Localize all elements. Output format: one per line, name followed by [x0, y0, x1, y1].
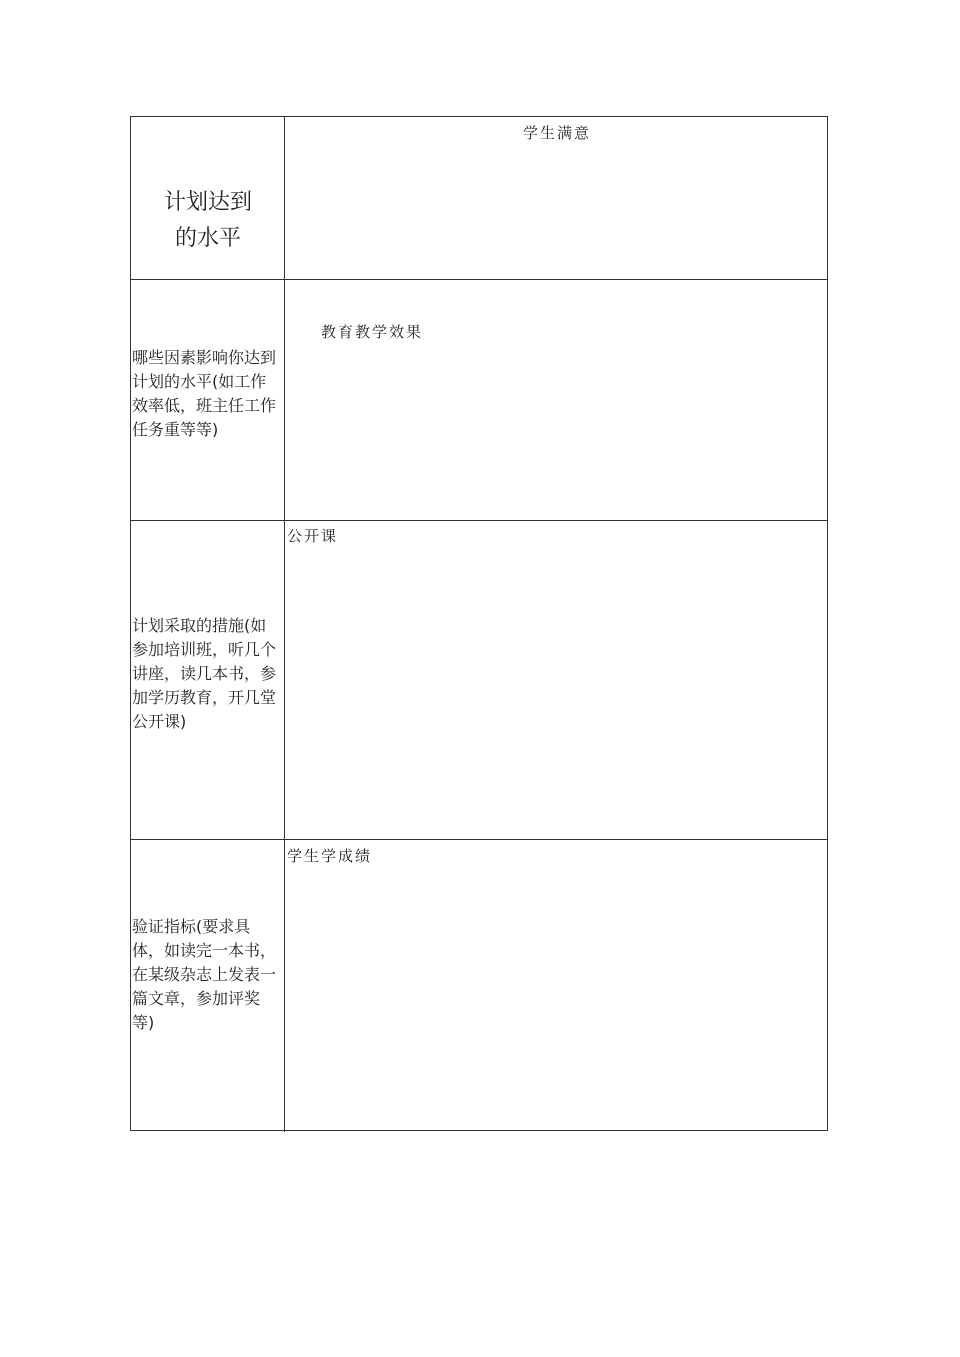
row-content: 学生满意	[523, 124, 592, 142]
row-label: 哪些因素影响你达到 计划的水平(如工作 效率低，班主任工作 任务重等等)	[132, 348, 277, 439]
row-planned-measures	[131, 521, 827, 840]
row-label: 计划采取的措施(如 参加培训班，听几个 讲座，读几本书，参 加学历教育，开几堂 公开课)	[132, 616, 277, 731]
label-cell	[131, 521, 285, 839]
row-content: 教育教学效果	[321, 323, 424, 341]
row-influencing-factors	[131, 280, 827, 521]
content-cell[interactable]	[285, 280, 827, 520]
label-cell	[131, 280, 285, 520]
row-content: 公开课	[287, 527, 339, 545]
row-verification-indicators	[131, 840, 827, 1132]
content-cell[interactable]	[285, 117, 827, 279]
content-cell[interactable]	[285, 840, 827, 1132]
content-cell[interactable]	[285, 521, 827, 839]
row-content: 学生学成绩	[287, 847, 373, 865]
label-cell	[131, 117, 285, 279]
label-cell	[131, 840, 285, 1132]
row-label: 验证指标(要求具 体，如读完一本书， 在某级杂志上发表一 篇文章，参加评奖 等)	[132, 917, 277, 1032]
row-label: 计划达到 的水平	[163, 190, 252, 251]
plan-form-table	[130, 116, 828, 1131]
row-target-level	[131, 117, 827, 280]
